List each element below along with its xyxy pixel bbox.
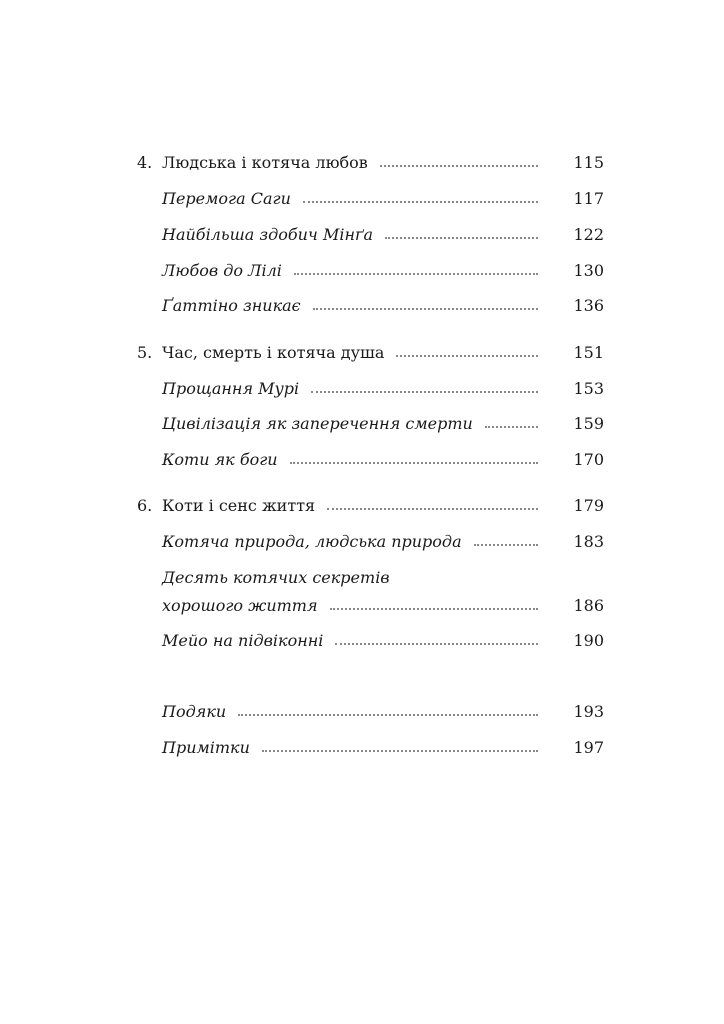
page-number: 153 <box>573 379 604 398</box>
chapter-title: Час, смерть і котяча душа <box>162 343 385 362</box>
page-number: 186 <box>573 596 604 615</box>
toc-section[interactable] <box>0 186 724 212</box>
page-number: 117 <box>573 189 604 208</box>
toc-section[interactable] <box>0 529 724 555</box>
section-title: Десять котячих секретів <box>162 568 390 587</box>
dot-leader <box>380 165 538 167</box>
page-number: 170 <box>573 450 604 469</box>
chapter-title: Людська і котяча любов <box>162 153 368 172</box>
page-number: 159 <box>573 414 604 433</box>
page-number: 183 <box>573 532 604 551</box>
toc-section[interactable] <box>0 628 724 654</box>
dot-leader <box>294 273 538 275</box>
back-matter-title: Подяки <box>162 702 227 721</box>
section-title: Найбільша здобич Мінґа <box>162 225 374 244</box>
page-number: 136 <box>573 296 604 315</box>
section-title: Котяча природа, людська природа <box>162 532 462 551</box>
toc-section[interactable] <box>0 376 724 402</box>
section-title: Ґаттіно зникає <box>162 296 301 315</box>
page-number: 197 <box>573 738 604 757</box>
page-number: 115 <box>573 153 604 172</box>
page-number: 190 <box>573 631 604 650</box>
toc-section-line1[interactable] <box>0 565 724 591</box>
dot-leader <box>330 608 538 610</box>
toc-section[interactable] <box>0 222 724 248</box>
toc-chapter-5[interactable] <box>0 340 724 366</box>
section-title: Любов до Лілі <box>162 261 282 280</box>
toc-section[interactable] <box>0 293 724 319</box>
chapter-title: Коти і сенс життя <box>162 496 316 515</box>
toc-section[interactable] <box>0 411 724 437</box>
toc-section[interactable] <box>0 258 724 284</box>
page-number: 179 <box>573 496 604 515</box>
dot-leader <box>327 508 538 510</box>
section-title: Цивілізація як заперечення смерти <box>162 414 473 433</box>
dot-leader <box>238 714 538 716</box>
dot-leader <box>313 308 538 310</box>
back-matter-title: Примітки <box>162 738 250 757</box>
dot-leader <box>485 426 538 428</box>
page-number: 130 <box>573 261 604 280</box>
toc-notes[interactable] <box>0 735 724 761</box>
toc-chapter-4[interactable] <box>0 150 724 176</box>
toc-acknowledgements[interactable] <box>0 699 724 725</box>
section-title: Прощання Мурі <box>162 379 300 398</box>
toc-chapter-6[interactable] <box>0 493 724 519</box>
chapter-number: 6. <box>137 496 153 515</box>
section-title: Коти як боги <box>162 450 278 469</box>
section-title: Мейо на підвіконні <box>162 631 324 650</box>
toc-section[interactable] <box>0 447 724 473</box>
dot-leader <box>385 237 538 239</box>
dot-leader <box>311 391 538 393</box>
page-number: 122 <box>573 225 604 244</box>
dot-leader <box>262 750 538 752</box>
dot-leader <box>474 544 538 546</box>
chapter-number: 4. <box>137 153 153 172</box>
chapter-number: 5. <box>137 343 153 362</box>
dot-leader <box>303 201 538 203</box>
section-title-continued: хорошого життя <box>162 596 318 615</box>
dot-leader <box>290 462 538 464</box>
dot-leader <box>335 643 538 645</box>
toc-section-line2[interactable] <box>0 593 724 619</box>
page-number: 193 <box>573 702 604 721</box>
dot-leader <box>396 355 538 357</box>
section-title: Перемога Саги <box>162 189 291 208</box>
page-number: 151 <box>573 343 604 362</box>
